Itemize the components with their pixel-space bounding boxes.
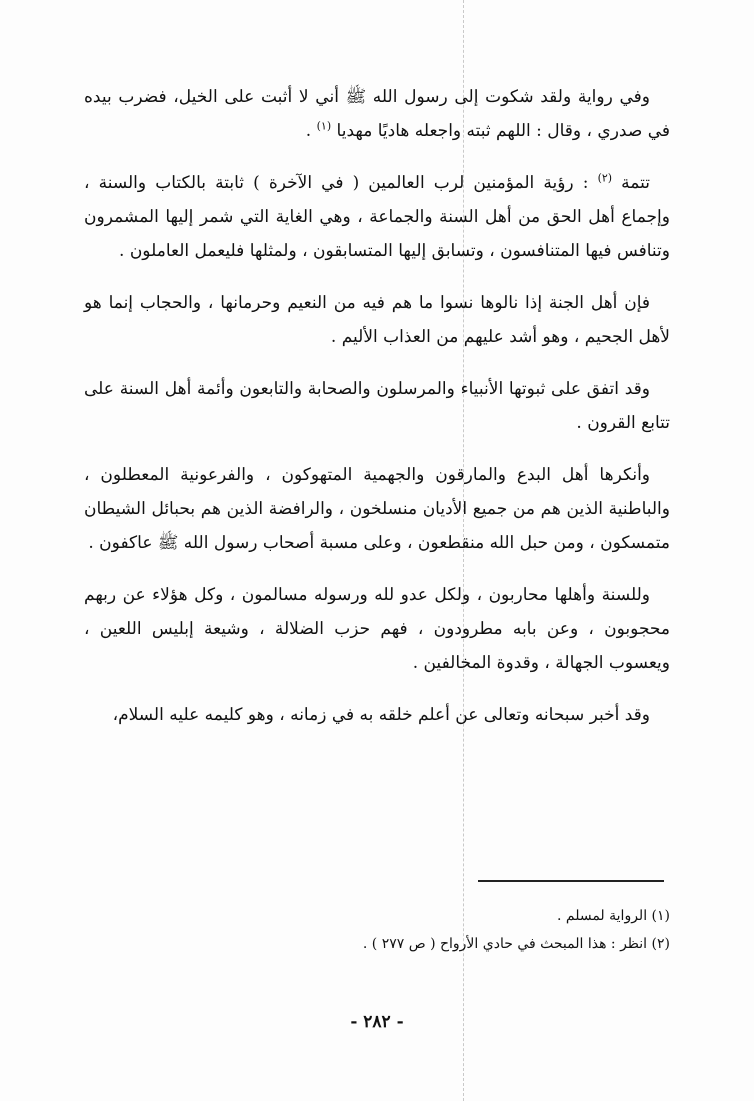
main-text	[84, 80, 670, 750]
paragraph-2-lead: تتمة	[612, 173, 650, 193]
footnote-2: (٢) انظر : هذا المبحث في حادي الأرواح ( ص ٢٧٧ ) .	[362, 936, 670, 952]
page-number: - ٢٨٢ -	[350, 1012, 404, 1032]
paragraph-2	[84, 166, 670, 268]
paragraph-7: وقد أخبر سبحانه وتعالى عن أعلم خلقه به في زمانه ، وهو كليمه عليه السلام،	[112, 705, 650, 725]
paragraph-4: وقد اتفق على ثبوتها الأنبياء والمرسلون والصحابة والتابعون وأئمة أهل السنة على تتابع القرون .	[84, 379, 670, 433]
paragraph-2-text: : رؤية المؤمنين لرب العالمين ( في الآخرة ) ثابتة بالكتاب والسنة ، وإجماع أهل الحق من أهل السنة والجماعة ، وهي الغاية التي شمر إليها المشمرون وتنافس فيها المتنافسون ، وتسابق إليها المتسابقون ، ولمثلها فليعمل العاملون .	[84, 173, 670, 261]
paragraph-1-text: وفي رواية ولقد شكوت إلى رسول الله ﷺ أني لا أثبت على الخيل، فضرب بيده في صدري ، وقال : اللهم ثبته واجعله هاديًا مهديا	[84, 87, 670, 141]
footnote-divider	[478, 880, 664, 882]
paragraph-1-tail: .	[305, 121, 317, 141]
paragraph-3: فإن أهل الجنة إذا نالوها نسوا ما هم فيه من النعيم وحرمانها ، والحجاب إنما هو لأهل الجحيم ، وهو أشد عليهم من العذاب الأليم .	[84, 293, 670, 347]
footnote-ref-2: (٢)	[597, 171, 613, 185]
paragraph-6: وللسنة وأهلها محاربون ، ولكل عدو لله ورسوله مسالمون ، وكل هؤلاء عن ربهم محجوبون ، وعن بابه مطرودون ، فهم حزب الضلالة ، وشيعة إبليس اللعين ، ويعسوب الجهالة ، وقدوة المخالفين .	[84, 585, 670, 673]
paragraph-5: وأنكرها أهل البدع والمارقون والجهمية المتهوكون ، والفرعونية المعطلون ، والباطنية الذين هم من جميع الأديان منسلخون ، والرافضة الذين هم بحبائل الشيطان متمسكون ، ومن حبل الله منقطعون ، وعلى مسبة أصحاب رسول الله ﷺ عاكفون .	[84, 465, 670, 553]
footnote-1: (١) الرواية لمسلم .	[557, 908, 670, 924]
footnotes	[250, 902, 670, 958]
footnote-ref-1: (١)	[316, 119, 332, 133]
paragraph-1	[84, 80, 670, 148]
